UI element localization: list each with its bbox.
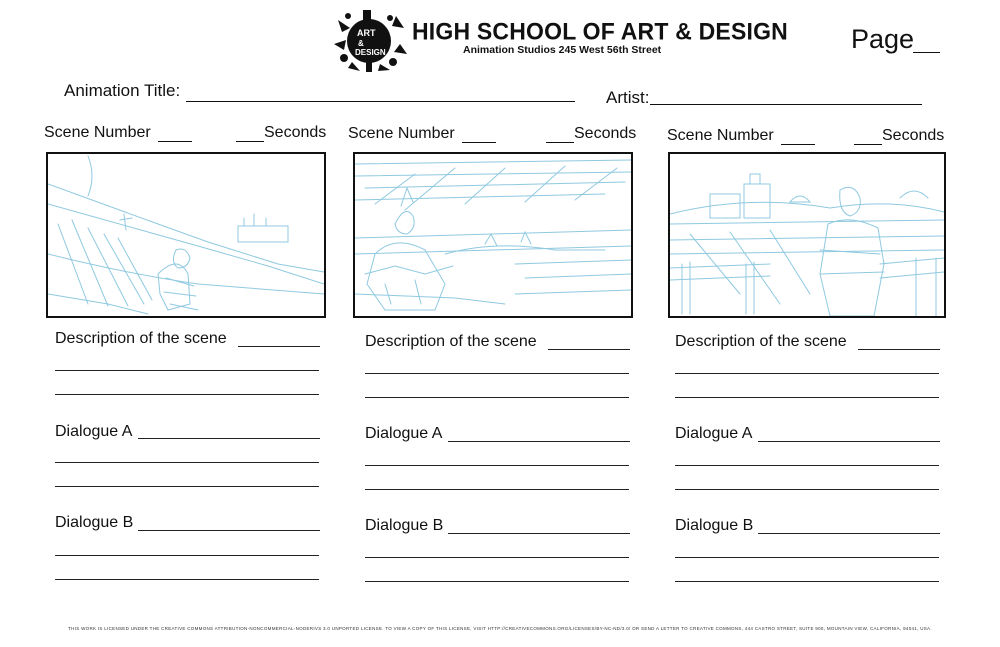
dialogue-b-label: Dialogue B xyxy=(365,517,444,534)
description-line[interactable] xyxy=(675,373,939,374)
sketch-image xyxy=(670,154,944,316)
description-label: Description of the scene xyxy=(55,330,227,347)
scene-number-blank[interactable] xyxy=(781,144,815,145)
storyboard-panel-1 xyxy=(44,0,327,647)
seconds-label: Seconds xyxy=(264,124,327,141)
seconds-label: Seconds xyxy=(574,125,637,142)
school-address: Animation Studios 245 West 56th Street xyxy=(463,44,662,56)
dialogue-a-line[interactable] xyxy=(365,465,629,466)
description-label: Description of the scene xyxy=(675,333,847,350)
scene-number-blank[interactable] xyxy=(462,142,496,143)
description-label: Description of the scene xyxy=(365,333,537,350)
description-line[interactable] xyxy=(365,397,629,398)
scene-number-label: Scene Number xyxy=(348,125,455,142)
dialogue-a-line[interactable] xyxy=(675,465,939,466)
description-blank[interactable] xyxy=(548,349,630,350)
description-line[interactable] xyxy=(675,397,939,398)
scene-number-label: Scene Number xyxy=(667,127,774,144)
dialogue-a-label: Dialogue A xyxy=(675,425,753,442)
svg-text:&: & xyxy=(358,39,364,48)
scene-header xyxy=(667,127,952,149)
description-blank[interactable] xyxy=(858,349,940,350)
seconds-blank[interactable] xyxy=(854,144,882,145)
dialogue-a-blank[interactable] xyxy=(138,438,320,439)
dialogue-a-blank[interactable] xyxy=(758,441,940,442)
svg-text:DESIGN: DESIGN xyxy=(355,48,386,57)
description-line[interactable] xyxy=(55,394,319,395)
seconds-label: Seconds xyxy=(882,127,945,144)
seconds-blank[interactable] xyxy=(236,141,264,142)
storyboard-frame xyxy=(46,152,326,318)
artist-label: Artist: xyxy=(606,88,650,107)
sketch-image xyxy=(355,154,631,316)
seconds-blank[interactable] xyxy=(546,142,574,143)
storyboard-panel-3 xyxy=(667,0,947,647)
scene-header xyxy=(348,125,637,147)
license-footer: THIS WORK IS LICENSED UNDER THE CREATIVE COMMONS ATTRIBUTION-NONCOMMERCIAL-NODERIVS 3.0 UNPORTED LICENSE. TO VIEW A COPY OF THIS LICENSE, VISIT HTTP://CREATIVECOMMONS.ORG/LICENSES/BY-NC-ND/3.0/ OR SEND A LETTER TO CREATIVE COMMONS, 444 CASTRO STREET, SUITE 900, MOUNTAIN VIEW, CALIFORNIA, 94041, USA. xyxy=(68,626,932,631)
dialogue-b-line[interactable] xyxy=(675,581,939,582)
dialogue-b-line[interactable] xyxy=(365,581,629,582)
dialogue-a-line[interactable] xyxy=(55,462,319,463)
dialogue-b-label: Dialogue B xyxy=(675,517,754,534)
dialogue-b-blank[interactable] xyxy=(758,533,940,534)
page-label: Page xyxy=(851,24,915,54)
dialogue-a-label: Dialogue A xyxy=(55,423,133,440)
scene-number-blank[interactable] xyxy=(158,141,192,142)
dialogue-a-line[interactable] xyxy=(55,486,319,487)
description-blank[interactable] xyxy=(238,346,320,347)
svg-text:ART: ART xyxy=(357,28,376,38)
scene-number-label: Scene Number xyxy=(44,124,151,141)
description-line[interactable] xyxy=(55,370,319,371)
scene-header xyxy=(44,124,329,146)
animation-title-label: Animation Title: xyxy=(64,81,181,100)
dialogue-a-label: Dialogue A xyxy=(365,425,443,442)
dialogue-b-blank[interactable] xyxy=(448,533,630,534)
dialogue-a-blank[interactable] xyxy=(448,441,630,442)
dialogue-a-line[interactable] xyxy=(365,489,629,490)
storyboard-frame xyxy=(353,152,633,318)
dialogue-b-line[interactable] xyxy=(55,579,319,580)
dialogue-b-blank[interactable] xyxy=(138,530,320,531)
sketch-image xyxy=(48,154,324,316)
dialogue-b-line[interactable] xyxy=(675,557,939,558)
description-line[interactable] xyxy=(365,373,629,374)
storyboard-frame xyxy=(668,152,946,318)
school-name: HIGH SCHOOL OF ART & DESIGN xyxy=(412,17,788,45)
storyboard-panel-2 xyxy=(348,0,637,647)
dialogue-b-label: Dialogue B xyxy=(55,514,134,531)
dialogue-b-line[interactable] xyxy=(365,557,629,558)
dialogue-a-line[interactable] xyxy=(675,489,939,490)
dialogue-b-line[interactable] xyxy=(55,555,319,556)
